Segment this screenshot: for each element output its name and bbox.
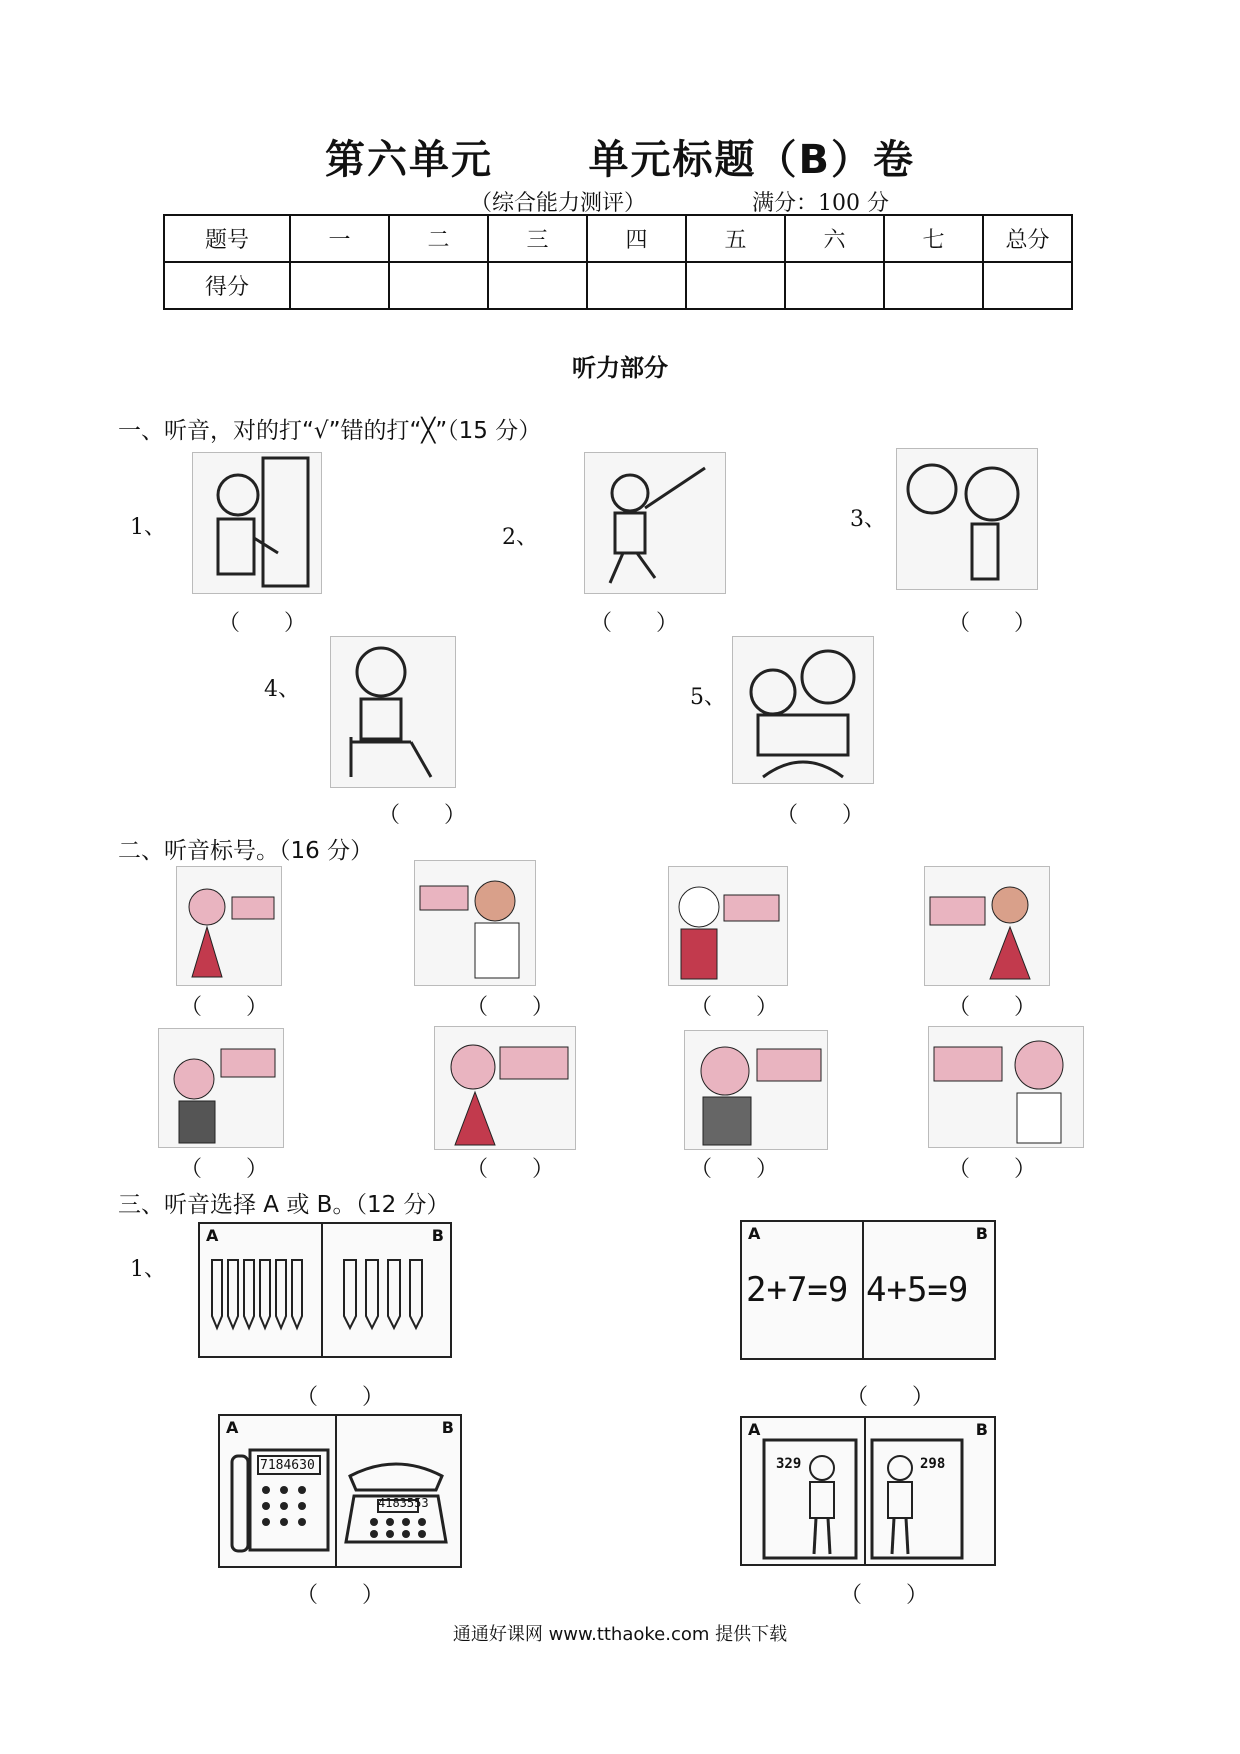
title-right: 单元标题（B）卷: [588, 137, 916, 183]
score-table-score-row: [164, 262, 1072, 309]
boy-sitting-chair-icon: [330, 636, 456, 788]
section-1-title: 一、听音，对的打“√”错的打“╳”（15 分）: [118, 418, 542, 444]
six-pencils-icon: [208, 1256, 312, 1336]
table-cell: 四: [587, 215, 686, 262]
score-input-cell[interactable]: [488, 262, 587, 309]
answer-blank[interactable]: （ ）: [948, 611, 1037, 636]
score-table: [163, 214, 1073, 310]
score-input-cell[interactable]: [983, 262, 1072, 309]
table-cell: 三: [488, 215, 587, 262]
door-number-a: 329: [776, 1456, 802, 1472]
table-cell: 一: [290, 215, 389, 262]
answer-blank[interactable]: （ ）: [948, 995, 1037, 1020]
answer-blank[interactable]: （ ）: [180, 995, 269, 1020]
score-input-cell[interactable]: [785, 262, 884, 309]
table-cell: 总分: [983, 215, 1072, 262]
answer-blank[interactable]: （ ）: [466, 1157, 555, 1182]
option-b-label: B: [975, 1420, 988, 1439]
item-number: 5、: [690, 685, 726, 710]
answer-blank[interactable]: （ ）: [296, 1583, 385, 1608]
item-number: 4、: [264, 677, 300, 702]
part-title: 听力部分: [572, 354, 668, 382]
score-input-cell[interactable]: [389, 262, 488, 309]
answer-blank[interactable]: （ ）: [218, 611, 307, 636]
card-divider: [862, 1222, 864, 1358]
equation-a: 2+7=9: [746, 1270, 849, 1310]
answer-blank[interactable]: （ ）: [466, 995, 555, 1020]
answer-blank[interactable]: （ ）: [378, 803, 467, 828]
table-cell: 题号: [164, 215, 290, 262]
door-choice-card: [740, 1416, 996, 1566]
card-divider: [335, 1416, 337, 1566]
option-a-label: A: [206, 1226, 219, 1245]
bear-with-cake-icon: [928, 1026, 1084, 1148]
girl-blowing-bubble-icon: [896, 448, 1038, 590]
answer-blank[interactable]: （ ）: [690, 1157, 779, 1182]
table-cell: 二: [389, 215, 488, 262]
answer-blank[interactable]: （ ）: [846, 1385, 935, 1410]
answer-blank[interactable]: （ ）: [690, 995, 779, 1020]
score-table-header-row: [164, 215, 1072, 262]
girl-holding-doll-icon: [732, 636, 874, 784]
door-a-icon: [758, 1436, 858, 1560]
pig-with-cake-icon: [684, 1030, 828, 1150]
phone-number-a: 7184630: [260, 1458, 315, 1473]
four-pencils-icon: [340, 1256, 430, 1336]
option-a-label: A: [748, 1224, 761, 1243]
table-cell: 六: [785, 215, 884, 262]
answer-blank[interactable]: （ ）: [180, 1157, 269, 1182]
item-number: 3、: [850, 507, 886, 532]
table-cell: 得分: [164, 262, 290, 309]
door-number-b: 298: [920, 1456, 946, 1472]
subtitle: （综合能力测评）: [470, 191, 647, 216]
page-title: [0, 128, 1240, 185]
option-b-label: B: [431, 1226, 444, 1245]
item-number: 1、: [130, 1257, 166, 1282]
option-a-label: A: [226, 1418, 239, 1437]
monkey-with-cake-icon: [414, 860, 536, 986]
card-divider: [321, 1224, 323, 1356]
answer-blank[interactable]: （ ）: [840, 1583, 929, 1608]
door-b-icon: [870, 1436, 970, 1560]
answer-blank[interactable]: （ ）: [296, 1385, 385, 1410]
phone-number-b: 4183553: [378, 1496, 429, 1510]
answer-blank[interactable]: （ ）: [948, 1157, 1037, 1182]
section-2-title: 二、听音标号。（16 分）: [118, 838, 374, 864]
full-score: 满分：100 分: [752, 191, 889, 216]
table-cell: 五: [686, 215, 785, 262]
item-number: 2、: [502, 525, 538, 550]
boy-opening-door-icon: [192, 452, 322, 594]
answer-blank[interactable]: （ ）: [776, 803, 865, 828]
item-number: 1、: [130, 515, 166, 540]
girl-with-cake-icon: [924, 866, 1050, 986]
pencils-choice-card: [198, 1222, 452, 1358]
girl-flying-kite-icon: [584, 452, 726, 594]
score-input-cell[interactable]: [884, 262, 983, 309]
score-input-cell[interactable]: [686, 262, 785, 309]
fox-with-cake-icon: [434, 1026, 576, 1150]
panda-with-cake-icon: [668, 866, 788, 986]
table-cell: 七: [884, 215, 983, 262]
dog-with-cake-icon: [158, 1028, 284, 1148]
score-input-cell[interactable]: [290, 262, 389, 309]
title-left: 第六单元: [324, 137, 493, 183]
option-a-label: A: [748, 1420, 761, 1439]
score-input-cell[interactable]: [587, 262, 686, 309]
equation-b: 4+5=9: [866, 1270, 969, 1310]
card-divider: [864, 1418, 866, 1564]
telephone-choice-card: [218, 1414, 462, 1568]
option-b-label: B: [441, 1418, 454, 1437]
equation-choice-card: [740, 1220, 996, 1360]
answer-blank[interactable]: （ ）: [590, 611, 679, 636]
cat-with-cake-icon: [176, 866, 282, 986]
option-b-label: B: [975, 1224, 988, 1243]
footer-text: 通通好课网 www.tthaoke.com 提供下载: [452, 1624, 788, 1645]
section-3-title: 三、听音选择 A 或 B。（12 分）: [118, 1192, 450, 1218]
